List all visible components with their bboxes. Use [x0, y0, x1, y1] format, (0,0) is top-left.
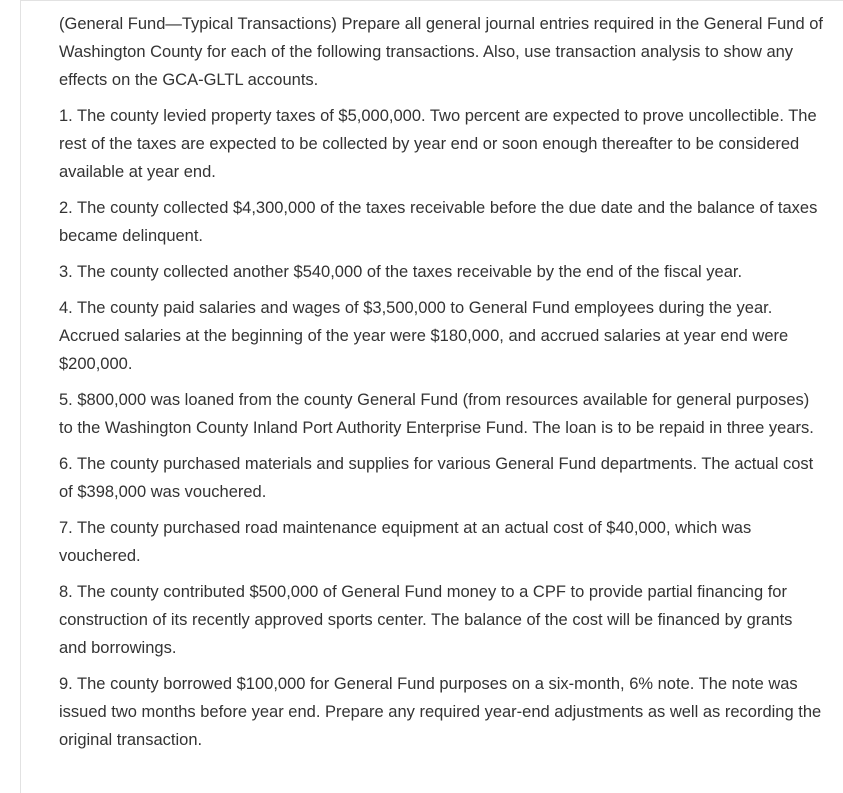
transaction-item-7: 7. The county purchased road maintenance equipment at an actual cost of $40,000, which was vouchered. — [59, 519, 752, 565]
transaction-item-9: 9. The county borrowed $100,000 for General Fund purposes on a six-month, 6% note. The note was issued two months before year end. Prepare any required year-end adjustments as well as recording the original transaction. — [59, 675, 822, 749]
transaction-item-4: 4. The county paid salaries and wages of $3,500,000 to General Fund employees during the year. Accrued salaries at the beginning of the year were $180,000, and accrued salaries at year end were $200,000. — [59, 299, 789, 373]
transaction-item-2: 2. The county collected $4,300,000 of the taxes receivable before the due date and the balance of taxes became delinquent. — [59, 199, 818, 245]
transaction-item-1: 1. The county levied property taxes of $5,000,000. Two percent are expected to prove uncollectible. The rest of the taxes are expected to be collected by year end or soon enough thereafter to be considered available at year end. — [59, 107, 817, 181]
left-divider — [20, 0, 21, 793]
problem-text — [59, 10, 824, 762]
top-divider — [20, 0, 843, 1]
transaction-item-5: 5. $800,000 was loaned from the county General Fund (from resources available for general purposes) to the Washington County Inland Port Authority Enterprise Fund. The loan is to be repaid in three years. — [59, 391, 814, 437]
transaction-item-3: 3. The county collected another $540,000 of the taxes receivable by the end of the fiscal year. — [59, 263, 743, 281]
transaction-item-8: 8. The county contributed $500,000 of General Fund money to a CPF to provide partial financing for construction of its recently approved sports center. The balance of the cost will be financed by grants and borrowings. — [59, 583, 793, 657]
problem-intro: (General Fund—Typical Transactions) Prepare all general journal entries required in the General Fund of Washington County for each of the following transactions. Also, use transaction analysis to show any effects on the GCA-GLTL accounts. — [59, 15, 823, 89]
transaction-item-6: 6. The county purchased materials and supplies for various General Fund departments. The actual cost of $398,000 was vouchered. — [59, 455, 814, 501]
